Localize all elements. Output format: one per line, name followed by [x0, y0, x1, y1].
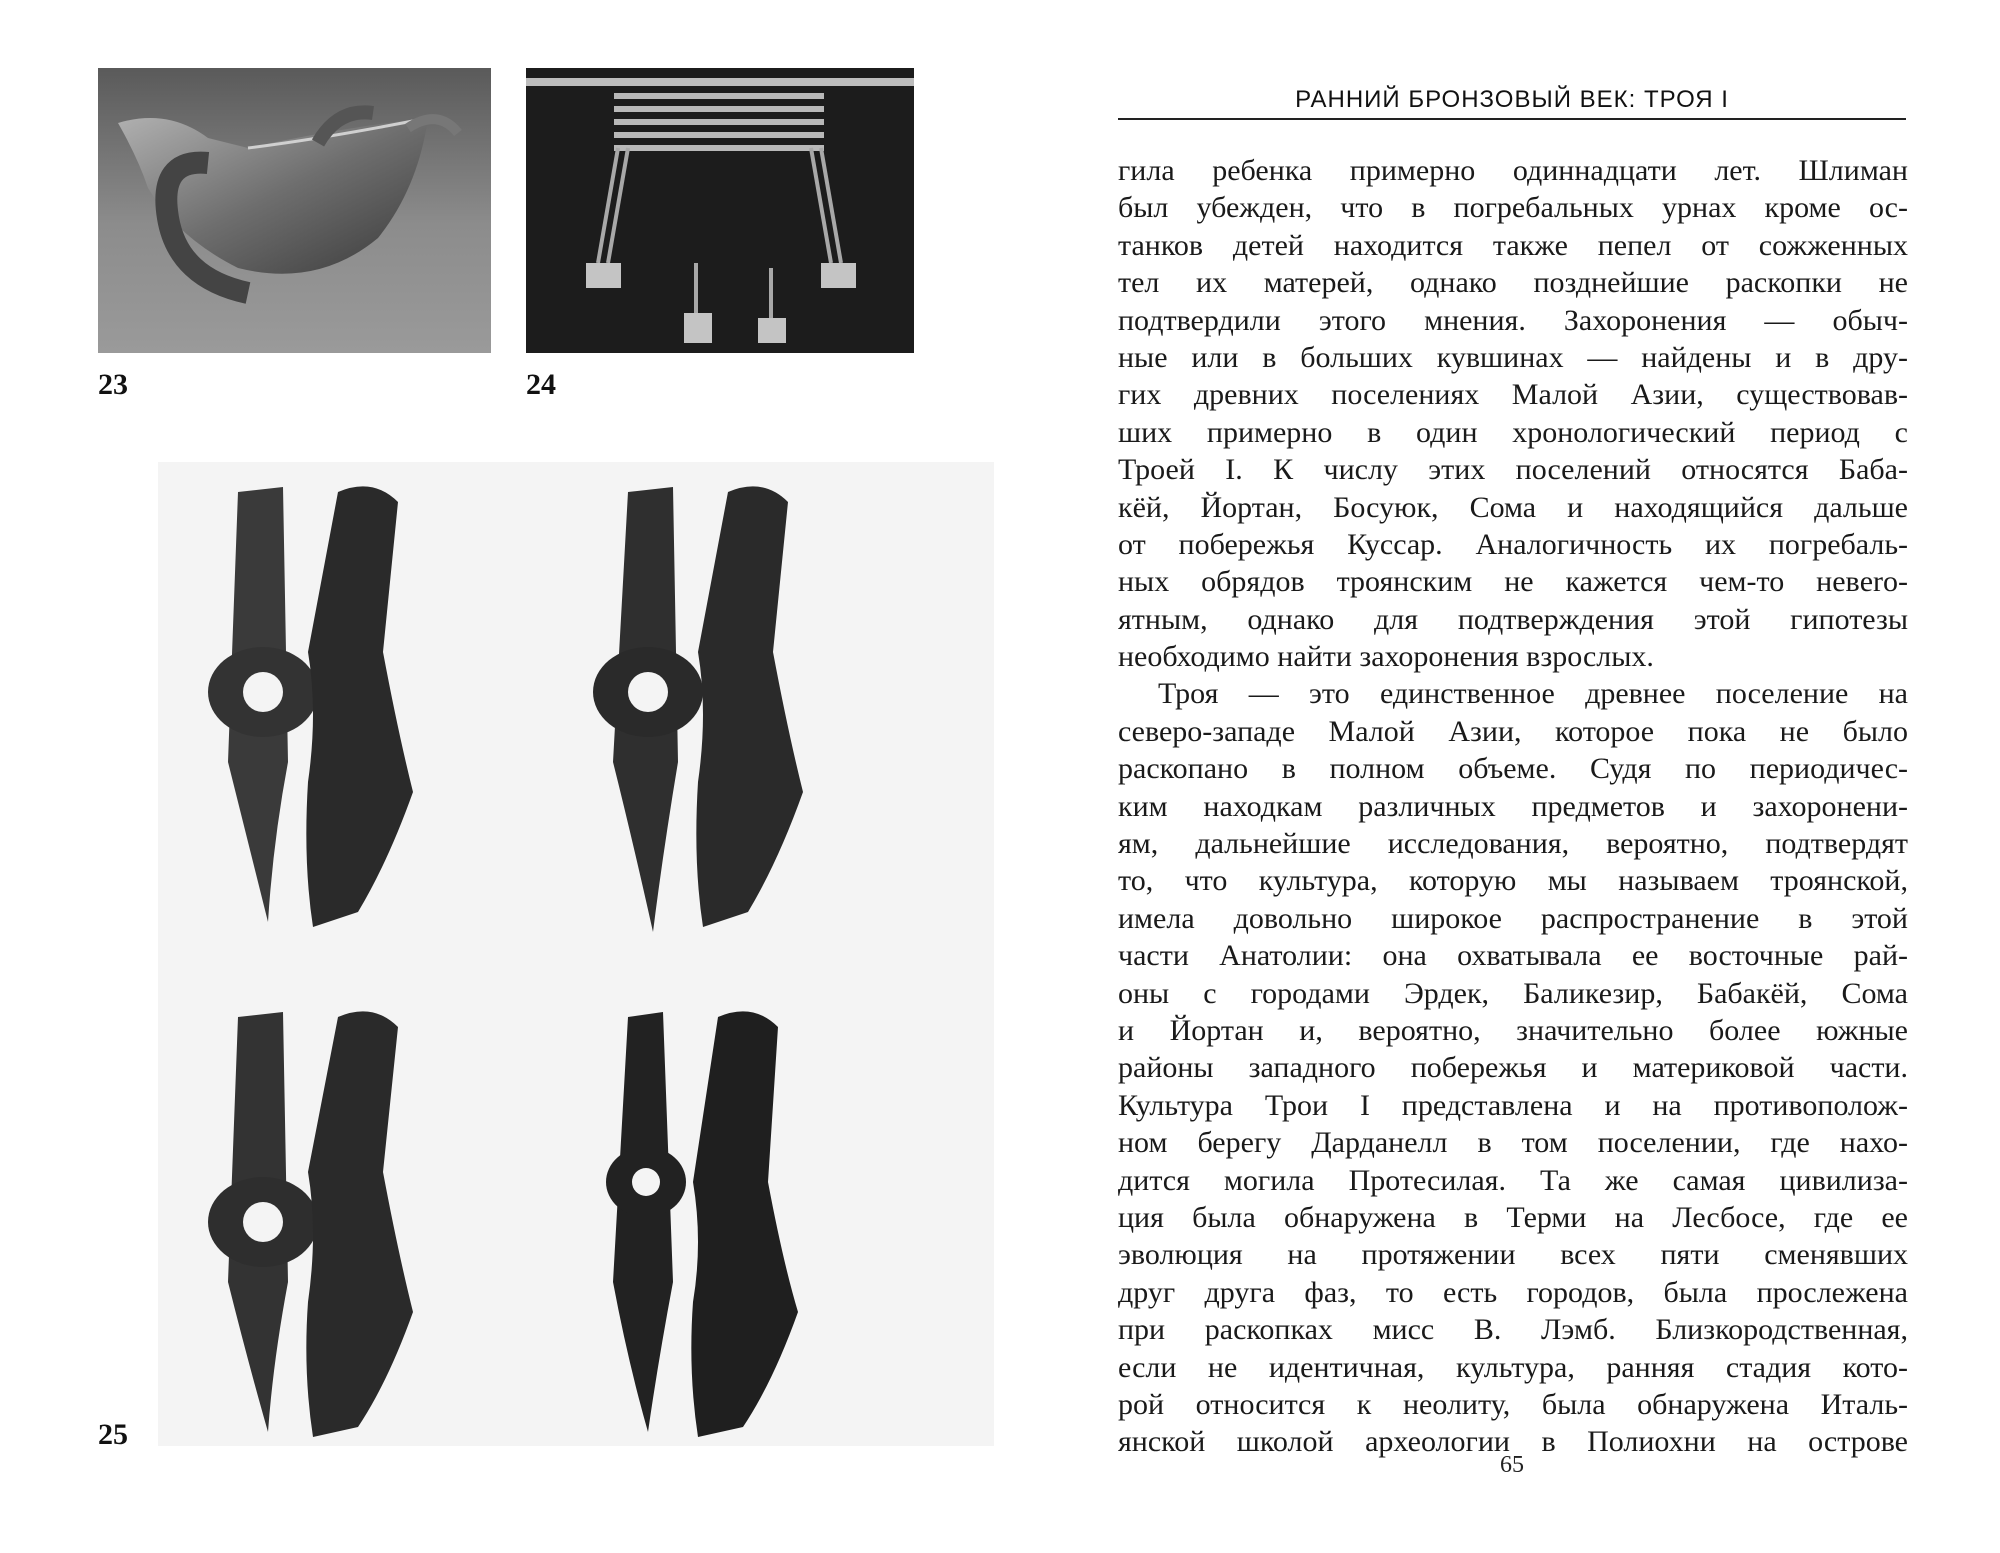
text-line: при раскопках мисс В. Лэмб. Близкородственная, [1118, 1313, 1908, 1347]
figure-25-photo [158, 462, 994, 1446]
text-line: от побережья Куссар. Аналогичность их погребаль- [1118, 527, 1908, 561]
text-line: ция была обнаружена в Терми на Лесбосе, где ее [1118, 1200, 1908, 1234]
text-line: если не идентичная, культура, ранняя стадия кото- [1118, 1350, 1908, 1384]
text-line: ятным, однако для подтверждения этой гипотезы [1118, 602, 1908, 636]
figure-24-label: 24 [526, 368, 556, 401]
figure-23-label: 23 [98, 368, 128, 401]
text-line: дится могила Протесилая. Та же самая цивилиза- [1118, 1163, 1908, 1197]
text-line: был убежден, что в погребальных урнах кроме ос- [1118, 191, 1908, 225]
body-text [1118, 152, 1908, 1461]
page-number: 65 [1500, 1452, 1524, 1478]
axe-heads-image [158, 462, 994, 1446]
text-line: ших примерно в один хронологический период с [1118, 415, 1908, 449]
text-line: оны с городами Эрдек, Баликезир, Бабакёй, Сома [1118, 976, 1908, 1010]
sauceboat-image [98, 68, 491, 353]
text-line: кёй, Йортан, Босуюк, Сома и находящийся дальше [1118, 490, 1908, 524]
text-line: ные или в больших кувшинах — найдены и в дру- [1118, 340, 1908, 374]
text-line: ям, дальнейшие исследования, вероятно, подтвердят [1118, 827, 1908, 861]
text-line: гила ребенка примерно одиннадцати лет. Шлиман [1118, 154, 1908, 187]
running-head: РАННИЙ БРОНЗОВЫЙ ВЕК: ТРОЯ I [1295, 86, 1729, 113]
text-line: Троя — это единственное древнее поселение на [1158, 677, 1908, 711]
text-line: тел их матерей, однако позднейшие раскопки не [1118, 266, 1908, 300]
text-line: янской школой археологии в Полиохни на острове [1118, 1425, 1908, 1459]
text-line: то, что культура, которую мы называем троянской, [1118, 864, 1908, 898]
text-line: северо-западе Малой Азии, которое пока не было [1118, 714, 1908, 748]
text-line: ных обрядов троянским не кажется чем-то невero- [1118, 565, 1908, 599]
text-line: и Йортан и, вероятно, значительно более южные [1118, 1013, 1908, 1047]
text-line: имела довольно широкое распространение в этой [1118, 901, 1908, 935]
text-line: Культура Трои I представлена и на противополож- [1118, 1088, 1908, 1122]
text-line: рой относится к неолиту, была обнаружена Италь- [1118, 1387, 1908, 1421]
text-line: Троей I. К числу этих поселений относятся Баба- [1118, 453, 1908, 487]
figure-24-photo [526, 68, 914, 353]
figure-25-label: 25 [98, 1418, 128, 1451]
text-line: друг друга фаз, то есть городов, была прослежена [1118, 1275, 1908, 1309]
text-line: раскопано в полном объеме. Судя по периодичес- [1118, 752, 1908, 786]
text-line: районы западного побережья и материковой части. [1118, 1051, 1908, 1085]
text-line: ном берегу Дарданелл в том поселении, где нахо- [1118, 1126, 1908, 1160]
text-line: гих древних поселениях Малой Азии, существовав- [1118, 378, 1908, 412]
running-head-rule [1118, 118, 1906, 120]
text-line: части Анатолии: она охватывала ее восточные рай- [1118, 939, 1908, 973]
text-line: танков детей находится также пепел от сожженных [1118, 228, 1908, 262]
figure-23-photo [98, 68, 491, 353]
text-line: подтвердили этого мнения. Захоронения — обыч- [1118, 303, 1908, 337]
text-line: ким находкам различных предметов и захоронени- [1118, 789, 1908, 823]
text-line: необходимо найти захоронения взрослых. [1118, 640, 1654, 674]
text-line: эволюция на протяжении всех пяти сменявших [1118, 1238, 1908, 1272]
necklace-image [526, 68, 914, 353]
